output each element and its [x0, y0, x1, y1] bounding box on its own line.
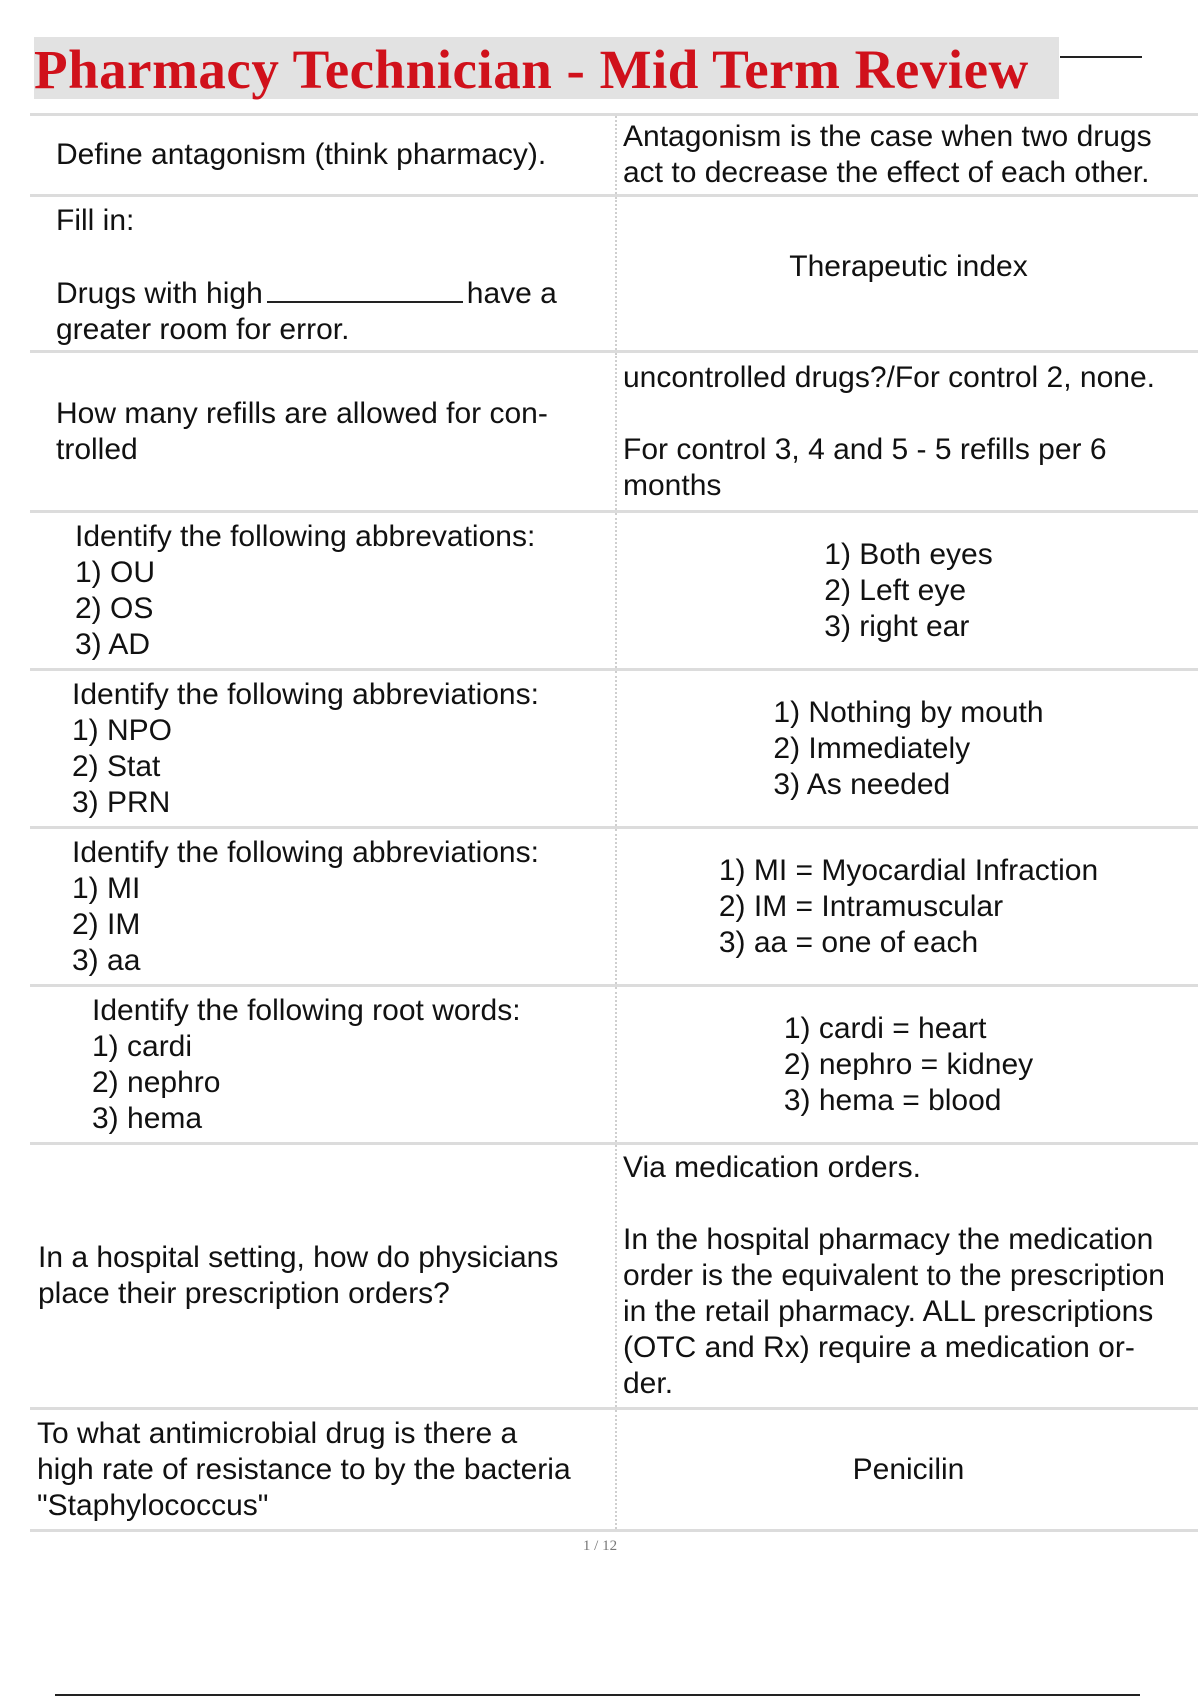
question-line: 1) cardi: [92, 1029, 193, 1063]
question-line: "Staphylococcus": [37, 1488, 269, 1522]
question-cell: [30, 1145, 617, 1407]
answer-list: [784, 1011, 1033, 1119]
question-prefix: Fill in:: [56, 204, 135, 237]
question-line: 2) nephro: [92, 1065, 221, 1099]
question-cell: [30, 829, 617, 984]
flashcard-row-8: [30, 1142, 1198, 1407]
page-number: 1 / 12: [582, 1538, 618, 1554]
question-line: greater room for error.: [56, 313, 350, 346]
question-line: 1) MI: [72, 871, 141, 905]
question-line: How many refills are allowed for con-: [56, 396, 548, 430]
answer-line: 1) cardi = heart: [783, 1011, 987, 1045]
answer-cell: [617, 1145, 1198, 1407]
answer-line: Antagonism is the case when two drugs: [623, 120, 1152, 153]
answer-line: 1) MI = Myocardial Infraction: [718, 853, 1099, 887]
answer-line: In the hospital pharmacy the medication: [623, 1223, 1154, 1256]
flashcard-row-4: [30, 510, 1198, 668]
answer-cell: [617, 513, 1198, 668]
flashcard-row-7: [30, 984, 1198, 1142]
flashcard-row-9: [30, 1407, 1198, 1532]
question-line: 3) PRN: [72, 785, 171, 819]
answer-line: order is the equivalent to the prescription: [623, 1259, 1165, 1292]
question-line: 1) OU: [75, 555, 156, 589]
answer-cell: [617, 671, 1198, 826]
answer-line: months: [623, 468, 722, 502]
answer-cell: [617, 987, 1198, 1142]
fill-in-blank: [267, 275, 463, 303]
answer-line: 2) Left eye: [824, 573, 967, 607]
question-line: Identify the following root words:: [92, 993, 521, 1027]
question-text-before-blank: Drugs with high: [56, 277, 263, 310]
answer-line: Via medication orders.: [623, 1151, 921, 1184]
answer-cell: [617, 116, 1198, 194]
answer-line: 2) Immediately: [773, 731, 971, 765]
question-line: trolled: [56, 432, 138, 466]
question-line: To what antimicrobial drug is there a: [37, 1416, 518, 1450]
answer-list: [719, 853, 1098, 961]
answer-line: Penicilin: [852, 1452, 965, 1486]
flashcard-row-1: [30, 113, 1198, 194]
question-line: 1) NPO: [72, 713, 173, 747]
answer-line: 3) hema = blood: [783, 1083, 1002, 1117]
question-cell: [30, 353, 617, 510]
question-line: 2) Stat: [72, 749, 161, 783]
question-line: 3) AD: [75, 627, 151, 661]
question-cell: [30, 197, 617, 350]
question-line: place their prescription orders?: [38, 1277, 450, 1310]
question-line: In a hospital setting, how do physicians: [38, 1241, 559, 1274]
question-line: Define antagonism (think pharmacy).: [56, 138, 547, 171]
answer-line: 2) nephro = kidney: [783, 1047, 1034, 1081]
answer-cell: [617, 353, 1198, 510]
question-text-after-blank: have a: [466, 277, 557, 310]
question-line: Identify the following abbrevations:: [75, 519, 536, 553]
question-line: high rate of resistance to by the bacteria: [37, 1452, 571, 1486]
answer-line: act to decrease the effect of each other.: [623, 156, 1150, 189]
answer-line: in the retail pharmacy. ALL prescriptions: [623, 1295, 1154, 1328]
flashcard-row-3: [30, 350, 1198, 510]
answer-line: 3) aa = one of each: [718, 925, 979, 959]
title-rule: [1060, 56, 1142, 58]
question-cell: [30, 671, 617, 826]
answer-line: For control 3, 4 and 5 - 5 refills per 6: [623, 432, 1107, 466]
question-cell: [30, 513, 617, 668]
answer-line: uncontrolled drugs?/For control 2, none.: [623, 360, 1155, 394]
fill-in-sentence: [56, 275, 605, 312]
answer-line: 3) right ear: [824, 609, 970, 643]
page-title: Pharmacy Technician - Mid Term Review: [34, 39, 1029, 100]
question-line: 2) OS: [75, 591, 154, 625]
question-cell: [30, 1410, 617, 1529]
question-line: Identify the following abbreviations:: [72, 677, 539, 711]
question-cell: [30, 987, 617, 1142]
answer-line: (OTC and Rx) require a medication or-: [623, 1331, 1135, 1364]
flashcard-row-6: [30, 826, 1198, 984]
question-line: 3) hema: [92, 1101, 203, 1135]
flashcard-table: [30, 113, 1198, 1532]
question-line: Identify the following abbreviations:: [72, 835, 539, 869]
answer-cell: [617, 1410, 1198, 1529]
answer-line: der.: [623, 1367, 674, 1400]
answer-list: [773, 695, 1043, 803]
flashcard-row-2: [30, 194, 1198, 350]
question-line: 2) IM: [72, 907, 141, 941]
answer-line: 1) Both eyes: [824, 537, 993, 571]
answer-list: [824, 537, 992, 645]
answer-line: 3) As needed: [773, 767, 951, 801]
answer-cell: [617, 197, 1198, 350]
answer-line: 1) Nothing by mouth: [773, 695, 1044, 729]
question-line: 3) aa: [72, 943, 141, 977]
answer-line: Therapeutic index: [789, 250, 1028, 283]
flashcard-row-5: [30, 668, 1198, 826]
answer-line: 2) IM = Intramuscular: [718, 889, 1004, 923]
answer-cell: [617, 829, 1198, 984]
footer-rule: [55, 1694, 1140, 1696]
question-cell: [30, 116, 617, 194]
